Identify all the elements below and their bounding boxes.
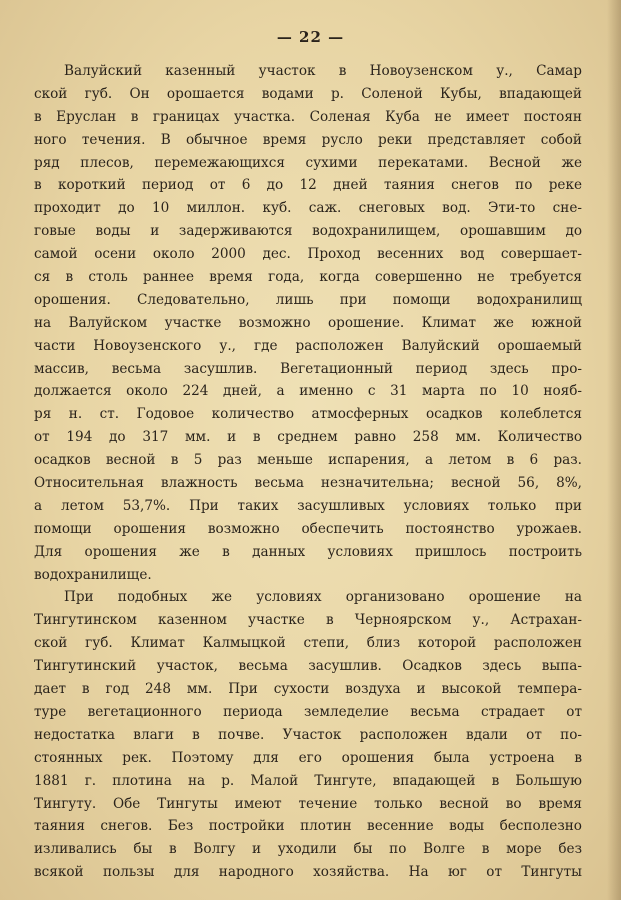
text-line: осадков весной в 5 раз меньше испарения, а летом в 6 раз. [34,452,582,469]
text-line: говые воды и задерживаются водохранилищем, орошавшим до [34,223,582,240]
paragraph-2 [34,586,582,884]
text-line: от 194 до 317 мм. и в среднем равно 258 мм. Количество [34,429,582,446]
body-text [34,60,582,884]
text-line: в Еруслан в границах участка. Соленая Куба не имеет постоян [34,108,582,125]
text-line: массив, весьма засушлив. Вегетационный период здесь про- [34,360,582,377]
text-line: Тингуту. Обе Тингуты имеют течение только весной во время [34,795,582,812]
text-line: 1881 г. плотина на р. Малой Тингуте, впадающей в Большую [34,772,582,789]
text-line: дает в год 248 мм. При сухости воздуха и высокой темпера- [34,681,582,698]
text-line: орошения. Следовательно, лишь при помощи водохранилищ [34,291,582,308]
text-line: ской губ. Климат Калмыцкой степи, близ которой расположен [34,635,582,652]
text-line: на Валуйском участке возможно орошение. Климат же южной [34,314,582,331]
text-line: Валуйский казенный участок в Новоузенском у., Самар [64,63,582,79]
text-line: в короткий период от 6 до 12 дней таяния снегов по реке [34,177,582,194]
text-line: Тингутинский участок, весьма засушлив. Осадков здесь выпа- [34,658,582,675]
text-line: туре вегетационного периода земледелие весьма страдает от [34,703,582,720]
paragraph-1 [34,60,582,586]
text-line: Тингутинском казенном участке в Черноярском у., Астрахан- [34,612,582,629]
text-line: ного течения. В обычное время русло реки представляет собой [34,131,582,148]
text-line: ряд плесов, перемежающихся сухими перекатами. Весной же [34,154,582,171]
page-number: — 22 — [276,28,345,46]
text-line: части Новоузенского у., где расположен Валуйский орошаемый [34,337,582,354]
text-line: проходит до 10 миллон. куб. саж. снеговых вод. Эти-то сне- [34,200,582,217]
text-line: водохранилище. [34,566,152,583]
text-line: Для орошения же в данных условиях пришлось построить [34,543,582,560]
text-line: а летом 53,7%. При таких засушливых условиях только при [34,497,582,514]
page-edge-shadow [607,0,621,900]
text-line: недостатка влаги в почве. Участок расположен вдали от по- [34,726,582,743]
text-line: изливались бы в Волгу и уходили бы по Волге в море без [34,841,582,858]
text-line: ся в столь раннее время года, когда совершенно не требуется [34,269,582,286]
text-line: таяния снегов. Без постройки плотин весенние воды бесполезно [34,818,582,835]
text-line: самой осени около 2000 дес. Проход весенних вод совершает- [34,246,582,263]
text-line: стоянных рек. Поэтому для его орошения была устроена в [34,749,582,766]
text-line: всякой пользы для народного хозяйства. На юг от Тингуты [34,864,582,881]
text-line: ря н. ст. Годовое количество атмосферных осадков колеблется [34,406,582,423]
text-line: ской губ. Он орошается водами р. Соленой Кубы, впадающей [34,85,582,102]
text-line: должается около 224 дней, а именно с 31 марта по 10 нояб- [34,383,582,400]
text-line: При подобных же условиях организовано орошение на [64,589,582,606]
text-line: Относительная влажность весьма незначительна; весной 56, 8%, [34,475,582,492]
text-line: помощи орошения возможно обеспечить постоянство урожаев. [34,520,582,537]
